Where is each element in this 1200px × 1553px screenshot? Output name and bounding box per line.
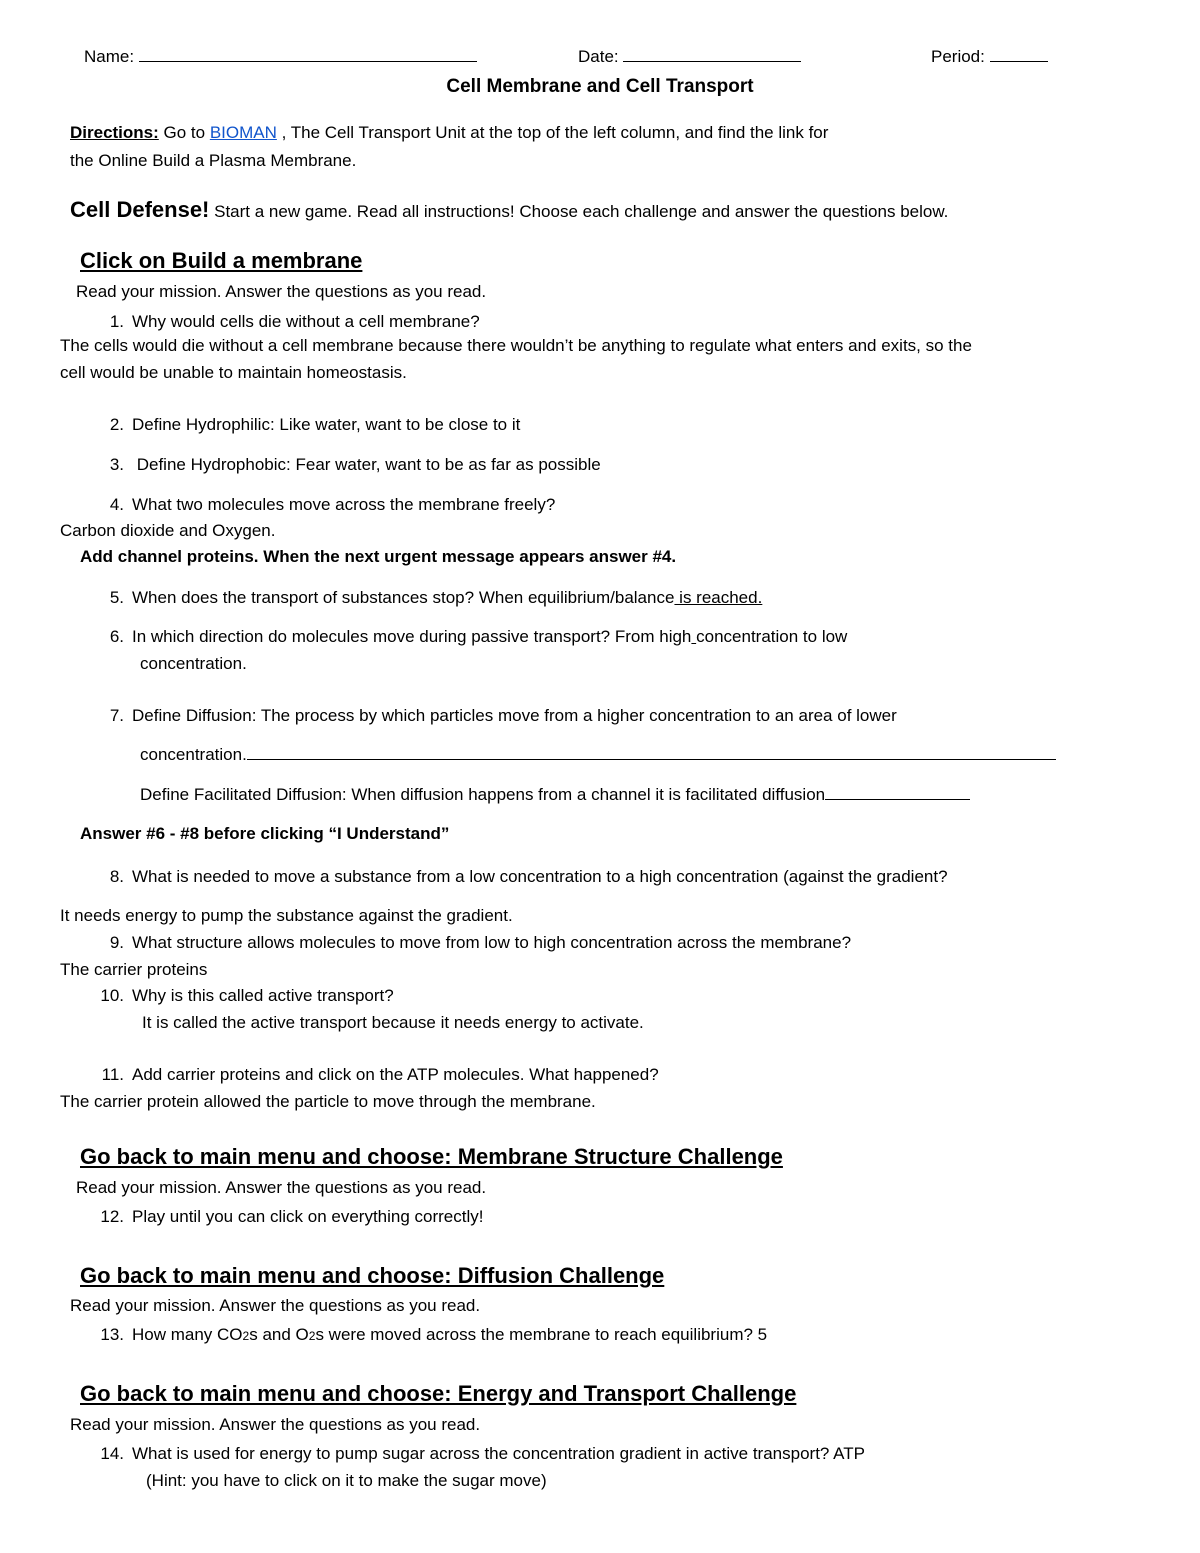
question-number: 4. — [109, 495, 124, 514]
answer-note: Answer #6 - #8 before clicking “I Understand” — [80, 824, 450, 843]
question-number: 5. — [109, 588, 124, 607]
question-number: 9. — [109, 933, 124, 952]
question-text: Add carrier proteins and click on the ATP molecules. What happened? — [132, 1065, 659, 1084]
section-heading-membrane-structure: Go back to main menu and choose: Membrane Structure Challenge — [80, 1144, 783, 1169]
cell-defense-label: Cell Defense! — [70, 197, 210, 222]
answer-4: Carbon dioxide and Oxygen. — [60, 521, 276, 540]
mission-text: Read your mission. Answer the questions as you read. — [70, 1296, 481, 1315]
question-14-hint: (Hint: you have to click on it to make the sugar move) — [146, 1471, 547, 1490]
date-label: Date: — [578, 47, 619, 66]
question-1 — [94, 311, 480, 332]
question-number: 8. — [109, 867, 124, 886]
period-label: Period: — [931, 47, 985, 66]
directions-line2: the Online Build a Plasma Membrane. — [70, 151, 357, 170]
name-label: Name: — [84, 47, 135, 66]
answer-1-line1: The cells would die without a cell membrane because there wouldn’t be anything to regulate what enters and exits, so the — [60, 336, 972, 355]
question-3 — [94, 454, 601, 475]
mission-text: Read your mission. Answer the questions as you read. — [76, 282, 487, 301]
directions-label: Directions: — [70, 123, 159, 142]
question-7-line2 — [140, 744, 1056, 765]
question-text: Define Hydrophilic: Like water, want to be close to it — [132, 415, 521, 434]
question-6-line2: concentration. — [140, 654, 247, 673]
answer-11: The carrier protein allowed the particle to move through the membrane. — [60, 1092, 596, 1111]
subscript-2: 2 — [242, 1329, 250, 1343]
name-blank[interactable] — [139, 46, 477, 62]
question-text: Define Hydrophobic: Fear water, want to be as far as possible — [132, 455, 601, 474]
question-number: 1. — [109, 312, 124, 331]
date-blank[interactable] — [623, 46, 801, 62]
question-text: In which direction do molecules move during passive transport? From high — [132, 627, 692, 646]
question-number: 6. — [109, 627, 124, 646]
question-text: What is needed to move a substance from a low concentration to a high concentration (against the gradient? — [132, 867, 948, 886]
question-number: 7. — [109, 706, 124, 725]
answer-blank[interactable] — [247, 744, 1056, 760]
directions-line1 — [70, 122, 828, 143]
question-14 — [94, 1443, 865, 1464]
date-field — [578, 46, 801, 67]
page-title: Cell Membrane and Cell Transport — [446, 76, 754, 97]
question-number: 11. — [101, 1065, 124, 1084]
period-field — [931, 46, 1048, 67]
question-5 — [94, 587, 762, 608]
question-13 — [94, 1324, 767, 1345]
question-number: 12. — [100, 1207, 124, 1226]
question-text-2: s and O — [249, 1325, 309, 1344]
section-heading-diffusion: Go back to main menu and choose: Diffusion Challenge — [80, 1263, 665, 1288]
question-6 — [94, 626, 847, 647]
question-11 — [94, 1064, 659, 1085]
question-text: What is used for energy to pump sugar across the concentration gradient in active transport? ATP — [132, 1444, 865, 1463]
mission-text: Read your mission. Answer the questions as you read. — [70, 1415, 481, 1434]
question-text: Why is this called active transport? — [132, 986, 394, 1005]
question-4 — [94, 494, 555, 515]
question-text: What structure allows molecules to move from low to high concentration across the membrane? — [132, 933, 852, 952]
channel-proteins-note: Add channel proteins. When the next urgent message appears answer #4. — [80, 547, 677, 566]
question-7-facilitated — [140, 784, 970, 805]
question-10 — [94, 985, 394, 1006]
question-7-line2-text: concentration. — [140, 745, 247, 764]
question-text: What two molecules move across the membrane freely? — [132, 495, 556, 514]
answer-1-line2: cell would be unable to maintain homeostasis. — [60, 363, 407, 382]
question-text-end: is reached. — [674, 588, 763, 607]
period-blank[interactable] — [990, 46, 1048, 62]
question-number: 3. — [109, 455, 124, 474]
answer-blank[interactable] — [825, 784, 970, 800]
bioman-link[interactable]: BIOMAN — [209, 123, 277, 142]
question-number: 10. — [100, 986, 124, 1005]
question-text-3: s were moved across the membrane to reach equilibrium? 5 — [315, 1325, 768, 1344]
question-text: Play until you can click on everything correctly! — [132, 1207, 484, 1226]
directions-text1: Go to — [158, 123, 210, 142]
question-8 — [94, 866, 948, 887]
cell-defense-text: Start a new game. Read all instructions! Choose each challenge and answer the questions below. — [209, 202, 949, 221]
section-heading-build-membrane: Click on Build a membrane — [80, 248, 363, 273]
question-text: Define Facilitated Diffusion: When diffusion happens from a channel it is facilitated diffusion — [140, 785, 826, 804]
question-2 — [94, 414, 520, 435]
question-7 — [94, 705, 897, 726]
question-number: 13. — [100, 1325, 124, 1344]
section-heading-energy-transport: Go back to main menu and choose: Energy and Transport Challenge — [80, 1381, 797, 1406]
name-field — [84, 46, 477, 67]
question-text: When does the transport of substances stop? When equilibrium/balance — [132, 588, 675, 607]
question-9 — [94, 932, 851, 953]
question-12 — [94, 1206, 484, 1227]
directions-text2: , The Cell Transport Unit at the top of the left column, and find the link for — [276, 123, 829, 142]
question-text: Define Diffusion: The process by which particles move from a higher concentration to an area of lower — [132, 706, 897, 725]
answer-9: The carrier proteins — [60, 960, 208, 979]
subscript-2: 2 — [308, 1329, 316, 1343]
question-text: How many CO — [132, 1325, 243, 1344]
question-text: Why would cells die without a cell membrane? — [132, 312, 480, 331]
question-number: 2. — [109, 415, 124, 434]
answer-8: It needs energy to pump the substance against the gradient. — [60, 906, 513, 925]
cell-defense-line — [70, 196, 948, 224]
mission-text: Read your mission. Answer the questions as you read. — [76, 1178, 487, 1197]
question-text-part2: concentration to low — [696, 627, 848, 646]
question-number: 14. — [100, 1444, 124, 1463]
answer-10: It is called the active transport because it needs energy to activate. — [142, 1013, 644, 1032]
